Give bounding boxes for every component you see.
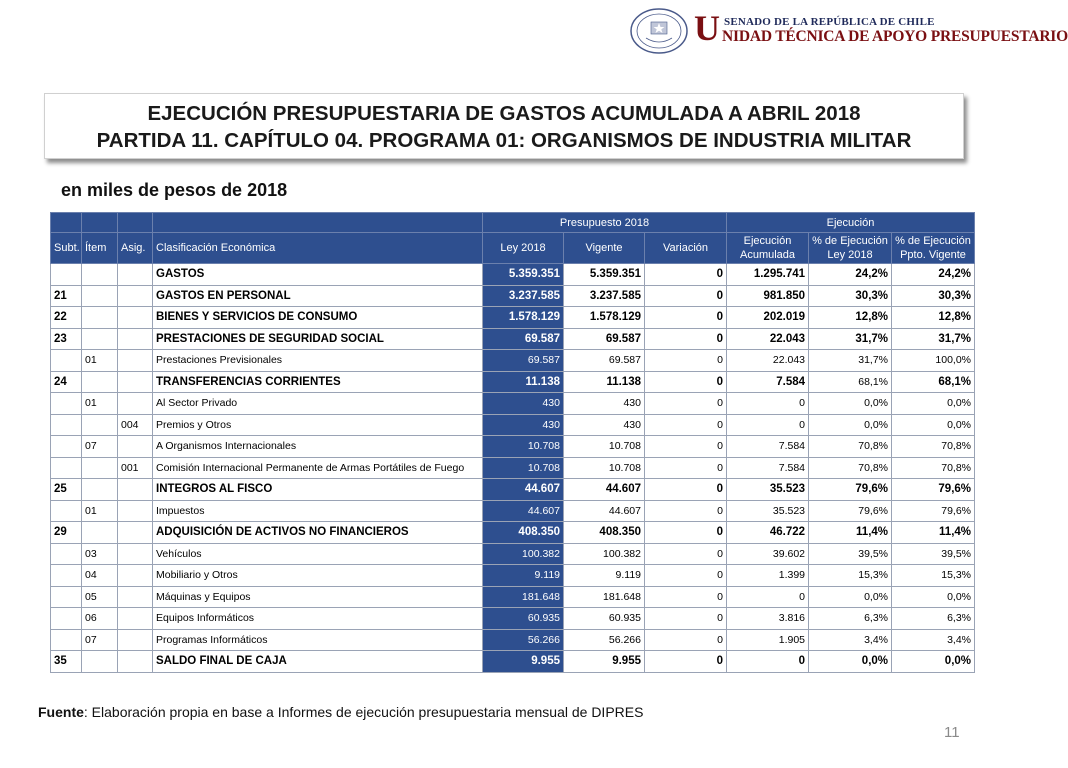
cell-asig: [118, 436, 153, 458]
cell-vigente: 44.607: [564, 500, 645, 522]
cell-clasificacion: PRESTACIONES DE SEGURIDAD SOCIAL: [153, 328, 483, 350]
cell-item: [82, 414, 118, 436]
cell-clasificacion: ADQUISICIÓN DE ACTIVOS NO FINANCIEROS: [153, 522, 483, 544]
cell-subt: [51, 586, 82, 608]
cell-vigente: 56.266: [564, 629, 645, 651]
cell-subt: 24: [51, 371, 82, 393]
cell-pct-ley: 3,4%: [809, 629, 892, 651]
header-ejec-acumulada-l1: Ejecución: [743, 235, 792, 247]
cell-clasificacion: Vehículos: [153, 543, 483, 565]
cell-asig: 001: [118, 457, 153, 479]
header-asig: Asig.: [118, 233, 153, 264]
title-box: [44, 93, 964, 159]
cell-subt: [51, 393, 82, 415]
header-variacion: Variación: [645, 233, 727, 264]
cell-vigente: 9.119: [564, 565, 645, 587]
cell-variacion: 0: [645, 436, 727, 458]
cell-subt: 25: [51, 479, 82, 501]
cell-vigente: 408.350: [564, 522, 645, 544]
cell-clasificacion: A Organismos Internacionales: [153, 436, 483, 458]
cell-ejec-acumulada: 0: [727, 393, 809, 415]
cell-ley: 430: [483, 393, 564, 415]
cell-variacion: 0: [645, 608, 727, 630]
title-line-1: EJECUCIÓN PRESUPUESTARIA DE GASTOS ACUMULADA A ABRIL 2018: [147, 102, 861, 125]
cell-ley: 44.607: [483, 479, 564, 501]
cell-ley: 181.648: [483, 586, 564, 608]
cell-pct-vigente: 0,0%: [892, 586, 975, 608]
cell-variacion: 0: [645, 543, 727, 565]
cell-vigente: 10.708: [564, 457, 645, 479]
cell-ley: 60.935: [483, 608, 564, 630]
cell-clasificacion: Premios y Otros: [153, 414, 483, 436]
cell-vigente: 10.708: [564, 436, 645, 458]
source-text: : Elaboración propia en base a Informes de ejecución presupuestaria mensual de DIPRES: [83, 704, 644, 720]
cell-clasificacion: INTEGROS AL FISCO: [153, 479, 483, 501]
cell-item: [82, 328, 118, 350]
cell-pct-ley: 79,6%: [809, 500, 892, 522]
cell-item: 07: [82, 436, 118, 458]
header-ley: Ley 2018: [483, 233, 564, 264]
cell-pct-vigente: 11,4%: [892, 522, 975, 544]
cell-ley: 11.138: [483, 371, 564, 393]
cell-variacion: 0: [645, 565, 727, 587]
cell-subt: [51, 436, 82, 458]
cell-pct-vigente: 68,1%: [892, 371, 975, 393]
cell-pct-vigente: 70,8%: [892, 457, 975, 479]
cell-pct-ley: 31,7%: [809, 328, 892, 350]
cell-variacion: 0: [645, 457, 727, 479]
cell-ley: 56.266: [483, 629, 564, 651]
cell-pct-vigente: 100,0%: [892, 350, 975, 372]
table-row: [51, 651, 975, 673]
cell-pct-vigente: 12,8%: [892, 307, 975, 329]
header-pct-vigente-l1: % de Ejecución: [895, 235, 971, 247]
cell-item: 01: [82, 500, 118, 522]
cell-variacion: 0: [645, 264, 727, 286]
table-row: [51, 629, 975, 651]
cell-ley: 100.382: [483, 543, 564, 565]
table-row: [51, 436, 975, 458]
cell-pct-ley: 70,8%: [809, 457, 892, 479]
logo-letter: U: [694, 8, 720, 48]
source-note: [38, 704, 643, 720]
cell-vigente: 430: [564, 393, 645, 415]
table-row: [51, 307, 975, 329]
cell-item: [82, 371, 118, 393]
cell-clasificacion: Al Sector Privado: [153, 393, 483, 415]
cell-item: [82, 307, 118, 329]
cell-ejec-acumulada: 46.722: [727, 522, 809, 544]
table-row: [51, 500, 975, 522]
cell-vigente: 3.237.585: [564, 285, 645, 307]
cell-ley: 1.578.129: [483, 307, 564, 329]
cell-vigente: 1.578.129: [564, 307, 645, 329]
cell-pct-vigente: 6,3%: [892, 608, 975, 630]
header-pct-ley-l1: % de Ejecución: [812, 235, 888, 247]
cell-clasificacion: Máquinas y Equipos: [153, 586, 483, 608]
cell-ejec-acumulada: 0: [727, 414, 809, 436]
cell-item: [82, 264, 118, 286]
cell-subt: [51, 565, 82, 587]
cell-subt: [51, 629, 82, 651]
cell-pct-vigente: 0,0%: [892, 651, 975, 673]
cell-clasificacion: BIENES Y SERVICIOS DE CONSUMO: [153, 307, 483, 329]
cell-vigente: 9.955: [564, 651, 645, 673]
header-presupuesto: Presupuesto 2018: [483, 213, 727, 233]
cell-clasificacion: Mobiliario y Otros: [153, 565, 483, 587]
cell-ejec-acumulada: 7.584: [727, 371, 809, 393]
cell-variacion: 0: [645, 629, 727, 651]
cell-variacion: 0: [645, 522, 727, 544]
cell-pct-vigente: 30,3%: [892, 285, 975, 307]
cell-item: 05: [82, 586, 118, 608]
cell-vigente: 69.587: [564, 328, 645, 350]
cell-ejec-acumulada: 0: [727, 586, 809, 608]
cell-clasificacion: GASTOS: [153, 264, 483, 286]
header-ejecucion: Ejecución: [727, 213, 975, 233]
cell-ley: 44.607: [483, 500, 564, 522]
cell-pct-vigente: 31,7%: [892, 328, 975, 350]
cell-clasificacion: TRANSFERENCIAS CORRIENTES: [153, 371, 483, 393]
page-number: 11: [944, 724, 960, 741]
cell-ley: 408.350: [483, 522, 564, 544]
cell-variacion: 0: [645, 307, 727, 329]
table-row: [51, 285, 975, 307]
cell-variacion: 0: [645, 500, 727, 522]
cell-pct-ley: 30,3%: [809, 285, 892, 307]
cell-ejec-acumulada: 22.043: [727, 328, 809, 350]
cell-asig: [118, 285, 153, 307]
table-row: [51, 393, 975, 415]
cell-asig: [118, 565, 153, 587]
cell-subt: 35: [51, 651, 82, 673]
header-subt: Subt.: [51, 233, 82, 264]
cell-pct-vigente: 70,8%: [892, 436, 975, 458]
cell-ley: 69.587: [483, 328, 564, 350]
cell-item: 03: [82, 543, 118, 565]
cell-pct-vigente: 15,3%: [892, 565, 975, 587]
cell-ley: 10.708: [483, 457, 564, 479]
cell-clasificacion: Programas Informáticos: [153, 629, 483, 651]
cell-pct-ley: 0,0%: [809, 586, 892, 608]
cell-variacion: 0: [645, 350, 727, 372]
table-header-row: [51, 233, 975, 264]
cell-asig: [118, 522, 153, 544]
cell-item: 01: [82, 393, 118, 415]
cell-subt: [51, 608, 82, 630]
cell-asig: [118, 307, 153, 329]
cell-pct-ley: 68,1%: [809, 371, 892, 393]
cell-vigente: 11.138: [564, 371, 645, 393]
cell-item: [82, 457, 118, 479]
header-vigente: Vigente: [564, 233, 645, 264]
cell-subt: 23: [51, 328, 82, 350]
cell-clasificacion: Impuestos: [153, 500, 483, 522]
cell-pct-ley: 0,0%: [809, 651, 892, 673]
table-row: [51, 479, 975, 501]
cell-item: [82, 522, 118, 544]
cell-clasificacion: Equipos Informáticos: [153, 608, 483, 630]
cell-ejec-acumulada: 202.019: [727, 307, 809, 329]
cell-item: [82, 285, 118, 307]
cell-asig: [118, 328, 153, 350]
cell-item: 06: [82, 608, 118, 630]
cell-vigente: 69.587: [564, 350, 645, 372]
header-pct-ley: [809, 233, 892, 264]
cell-asig: [118, 393, 153, 415]
cell-vigente: 100.382: [564, 543, 645, 565]
header-clasificacion: Clasificación Económica: [153, 233, 483, 264]
cell-ejec-acumulada: 7.584: [727, 436, 809, 458]
cell-variacion: 0: [645, 393, 727, 415]
cell-ley: 3.237.585: [483, 285, 564, 307]
cell-item: 04: [82, 565, 118, 587]
cell-ejec-acumulada: 0: [727, 651, 809, 673]
cell-subt: [51, 350, 82, 372]
cell-clasificacion: GASTOS EN PERSONAL: [153, 285, 483, 307]
cell-asig: [118, 350, 153, 372]
cell-item: 01: [82, 350, 118, 372]
cell-pct-ley: 39,5%: [809, 543, 892, 565]
cell-ejec-acumulada: 7.584: [727, 457, 809, 479]
header-ejec-acumulada-l2: Acumulada: [739, 249, 796, 261]
cell-asig: [118, 500, 153, 522]
table-row: [51, 414, 975, 436]
cell-asig: [118, 371, 153, 393]
cell-ley: 9.119: [483, 565, 564, 587]
cell-subt: [51, 264, 82, 286]
table-row: [51, 328, 975, 350]
cell-ley: 10.708: [483, 436, 564, 458]
cell-pct-vigente: 0,0%: [892, 414, 975, 436]
cell-ley: 430: [483, 414, 564, 436]
cell-pct-vigente: 3,4%: [892, 629, 975, 651]
cell-ejec-acumulada: 1.905: [727, 629, 809, 651]
cell-asig: [118, 608, 153, 630]
cell-vigente: 5.359.351: [564, 264, 645, 286]
title-line-2: PARTIDA 11. CAPÍTULO 04. PROGRAMA 01: ORGANISMOS DE INDUSTRIA MILITAR: [96, 129, 912, 152]
cell-vigente: 60.935: [564, 608, 645, 630]
cell-asig: [118, 479, 153, 501]
cell-variacion: 0: [645, 371, 727, 393]
cell-vigente: 44.607: [564, 479, 645, 501]
table-row: [51, 608, 975, 630]
cell-item: 07: [82, 629, 118, 651]
cell-subt: 22: [51, 307, 82, 329]
header-pct-vigente: [892, 233, 975, 264]
cell-pct-vigente: 24,2%: [892, 264, 975, 286]
table-row: [51, 543, 975, 565]
table-header-group-row: [51, 213, 975, 233]
cell-pct-ley: 12,8%: [809, 307, 892, 329]
cell-asig: [118, 629, 153, 651]
cell-item: [82, 479, 118, 501]
cell-subt: [51, 500, 82, 522]
header-item: Ítem: [82, 233, 118, 264]
header-ejec-acumulada: [727, 233, 809, 264]
cell-vigente: 430: [564, 414, 645, 436]
cell-subt: 21: [51, 285, 82, 307]
cell-pct-ley: 31,7%: [809, 350, 892, 372]
cell-asig: 004: [118, 414, 153, 436]
header-pct-vigente-l2: Ppto. Vigente: [900, 249, 966, 261]
cell-subt: [51, 457, 82, 479]
cell-pct-ley: 6,3%: [809, 608, 892, 630]
cell-pct-vigente: 79,6%: [892, 479, 975, 501]
cell-asig: [118, 586, 153, 608]
table-row: [51, 565, 975, 587]
cell-ejec-acumulada: 1.399: [727, 565, 809, 587]
senado-seal-logo: [630, 8, 688, 54]
cell-clasificacion: SALDO FINAL DE CAJA: [153, 651, 483, 673]
cell-pct-ley: 0,0%: [809, 393, 892, 415]
cell-pct-ley: 11,4%: [809, 522, 892, 544]
cell-pct-vigente: 79,6%: [892, 500, 975, 522]
cell-subt: [51, 543, 82, 565]
cell-pct-ley: 15,3%: [809, 565, 892, 587]
cell-variacion: 0: [645, 479, 727, 501]
cell-item: [82, 651, 118, 673]
cell-ley: 9.955: [483, 651, 564, 673]
utap-logo: [694, 8, 1068, 50]
cell-pct-ley: 0,0%: [809, 414, 892, 436]
budget-table: [50, 212, 975, 673]
cell-ejec-acumulada: 981.850: [727, 285, 809, 307]
source-label: Fuente: [38, 704, 84, 720]
logo-line-unidad: NIDAD TÉCNICA DE APOYO PRESUPUESTARIO: [722, 28, 1068, 45]
cell-ejec-acumulada: 35.523: [727, 500, 809, 522]
cell-pct-ley: 24,2%: [809, 264, 892, 286]
logo-line-senado: SENADO DE LA REPÚBLICA DE CHILE: [724, 16, 935, 28]
cell-pct-vigente: 0,0%: [892, 393, 975, 415]
table-row: [51, 522, 975, 544]
cell-variacion: 0: [645, 651, 727, 673]
cell-asig: [118, 543, 153, 565]
cell-variacion: 0: [645, 414, 727, 436]
table-row: [51, 457, 975, 479]
cell-vigente: 181.648: [564, 586, 645, 608]
table-row: [51, 350, 975, 372]
cell-ejec-acumulada: 39.602: [727, 543, 809, 565]
cell-variacion: 0: [645, 285, 727, 307]
cell-ejec-acumulada: 22.043: [727, 350, 809, 372]
cell-pct-ley: 79,6%: [809, 479, 892, 501]
cell-asig: [118, 651, 153, 673]
cell-ley: 69.587: [483, 350, 564, 372]
cell-ejec-acumulada: 1.295.741: [727, 264, 809, 286]
cell-pct-ley: 70,8%: [809, 436, 892, 458]
table-row: [51, 264, 975, 286]
cell-variacion: 0: [645, 328, 727, 350]
cell-ejec-acumulada: 35.523: [727, 479, 809, 501]
cell-pct-vigente: 39,5%: [892, 543, 975, 565]
units-subtitle: en miles de pesos de 2018: [61, 180, 288, 200]
cell-subt: [51, 414, 82, 436]
header-pct-ley-l2: Ley 2018: [827, 249, 873, 261]
cell-ejec-acumulada: 3.816: [727, 608, 809, 630]
cell-clasificacion: Comisión Internacional Permanente de Armas Portátiles de Fuego: [153, 457, 483, 479]
cell-clasificacion: Prestaciones Previsionales: [153, 350, 483, 372]
table-row: [51, 371, 975, 393]
cell-asig: [118, 264, 153, 286]
cell-subt: 29: [51, 522, 82, 544]
cell-ley: 5.359.351: [483, 264, 564, 286]
table-row: [51, 586, 975, 608]
table-body: [51, 264, 975, 673]
cell-variacion: 0: [645, 586, 727, 608]
